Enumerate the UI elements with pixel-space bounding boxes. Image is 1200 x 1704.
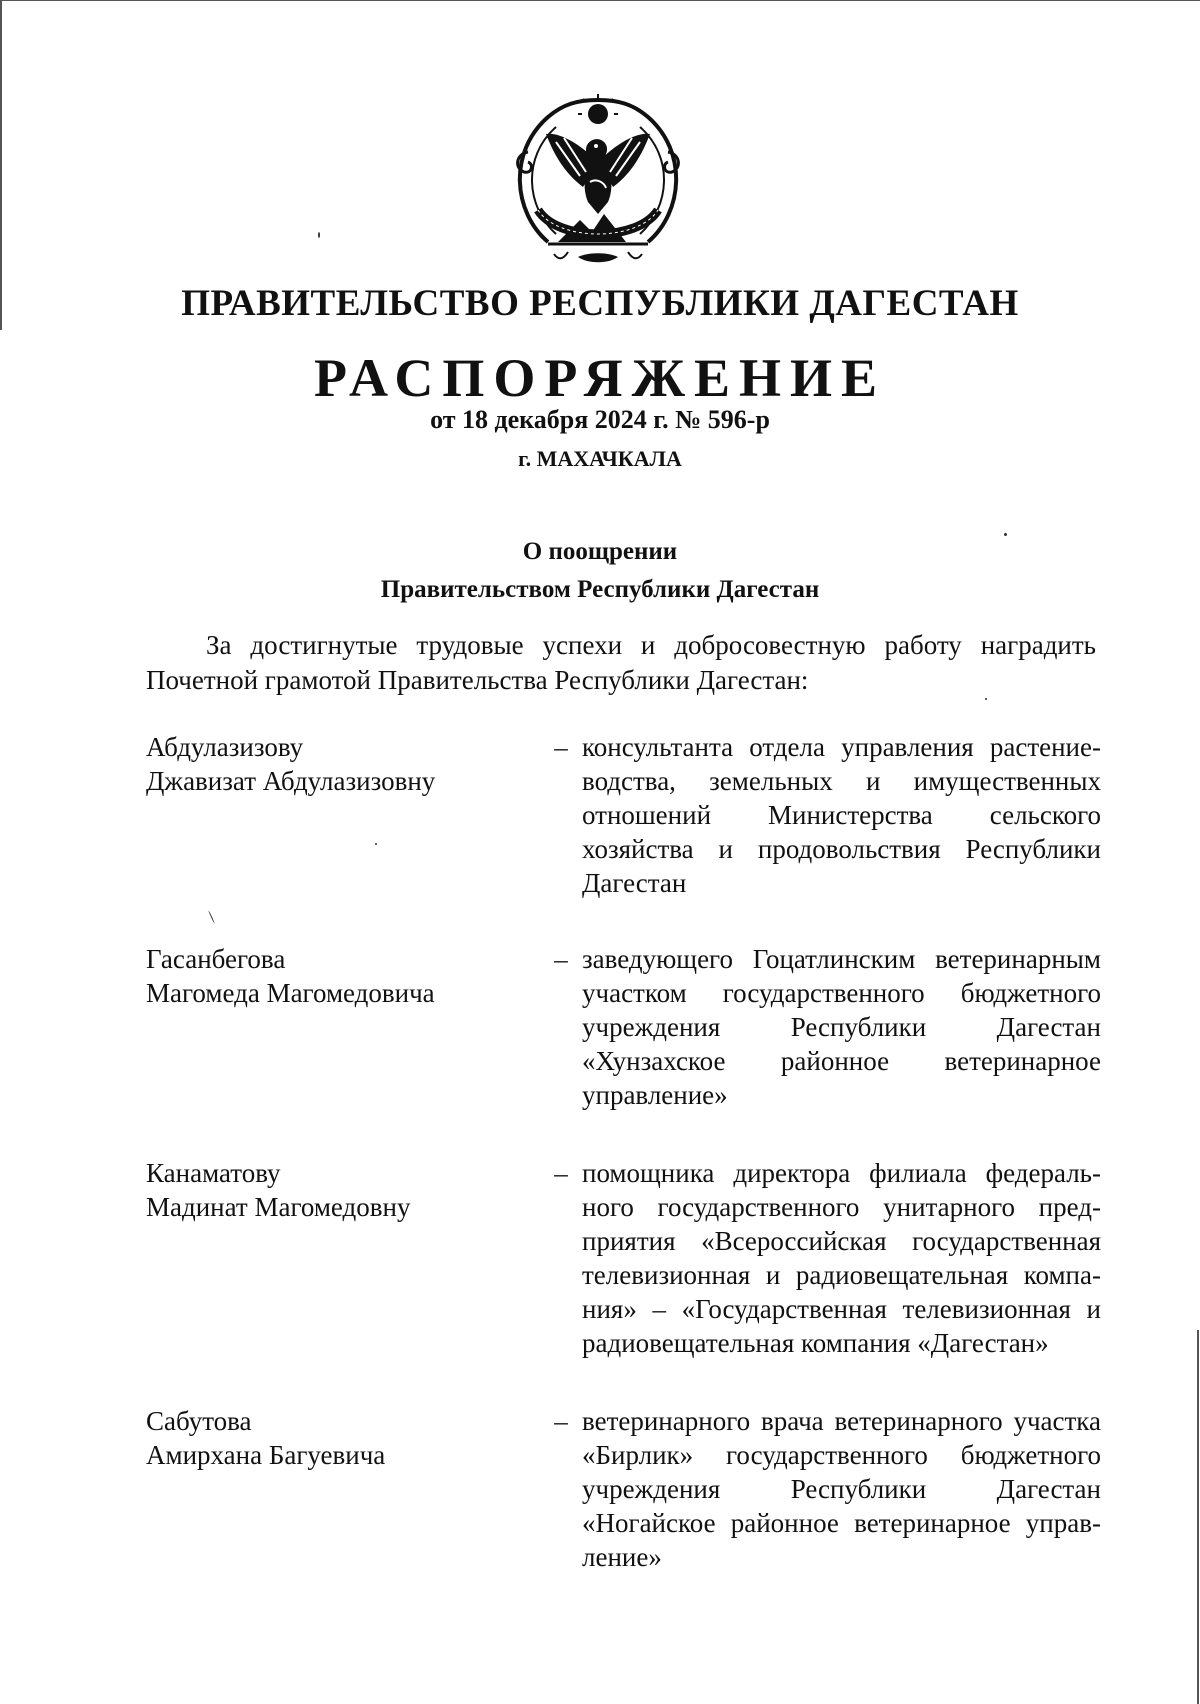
scan-border-top bbox=[0, 0, 1200, 1]
award-entry bbox=[146, 730, 1101, 900]
government-title: ПРАВИТЕЛЬСТВО РЕСПУБЛИКИ ДАГЕСТАН bbox=[181, 283, 1019, 324]
awardee-name bbox=[146, 730, 546, 900]
awardee-given-names: Мадинат Магомедовну bbox=[146, 1192, 411, 1222]
awardee-name bbox=[146, 1156, 546, 1360]
dash-separator: – bbox=[554, 944, 568, 974]
document-date-number: от 18 декабря 2024 г. № 596-р bbox=[430, 405, 770, 434]
dash-separator: – bbox=[554, 1158, 568, 1188]
scan-border-left bbox=[0, 0, 2, 330]
coat-of-arms-icon bbox=[508, 92, 688, 267]
subject-line-1: О поощрении bbox=[522, 538, 678, 565]
scan-border-right bbox=[1197, 1330, 1199, 1704]
awardee-position: ветеринарного врача ветеринарного участка «Бирлик» государственного бюджетного учреждения Республики Дагестан «Ногайское районное ветеринарное управление» bbox=[582, 1406, 1101, 1572]
awardee-given-names: Джавизат Абдулазизовну bbox=[146, 766, 436, 796]
document-city: г. МАХАЧКАЛА bbox=[518, 446, 682, 471]
awardee-name bbox=[146, 1404, 546, 1574]
award-entry bbox=[146, 1156, 1101, 1360]
awardee-position: консультанта отдела управления растениеводства, земельных и имущественных отношений Министерства сельского хозяйства и продовольствия Республики Дагестан bbox=[582, 732, 1101, 898]
awardee-surname: Гасанбегова bbox=[146, 944, 286, 974]
scan-speck bbox=[318, 232, 320, 238]
awards-list bbox=[146, 730, 1101, 1618]
document-subject bbox=[0, 533, 1200, 609]
subject-line-2: Правительством Республики Дагестан bbox=[380, 576, 820, 603]
awardee-surname: Сабутова bbox=[146, 1406, 252, 1436]
awardee-given-names: Амирхана Багуевича bbox=[146, 1440, 386, 1470]
awardee-given-names: Магомеда Магомедовича bbox=[146, 978, 435, 1008]
awardee-surname: Канаматову bbox=[146, 1158, 281, 1188]
awardee-position: заведующего Гоцатлинским ветеринарным участком государственного бюджетного учреждения Республики Дагестан «Хунзахское районное ветеринарное управление» bbox=[582, 944, 1101, 1110]
dash-separator: – bbox=[554, 732, 568, 762]
awardee-name bbox=[146, 942, 546, 1112]
awardee-surname: Абдулазизову bbox=[146, 732, 304, 762]
intro-paragraph: За достигнутые трудовые успехи и добросовестную работу наградить Почетной грамотой Правительства Республики Дагестан: bbox=[146, 630, 1096, 695]
awardee-position: помощника директора филиала федерального государственного унитарного предприятия «Всероссийская государственная телевизионная и радиовещательная компания» – «Государственная телевизионная и радиовещательная компания «Дагестан» bbox=[582, 1158, 1101, 1358]
award-entry bbox=[146, 942, 1101, 1112]
dash-separator: – bbox=[554, 1406, 568, 1436]
scan-speck bbox=[985, 698, 987, 700]
document-type: РАСПОРЯЖЕНИЕ bbox=[313, 348, 887, 408]
award-entry bbox=[146, 1404, 1101, 1574]
